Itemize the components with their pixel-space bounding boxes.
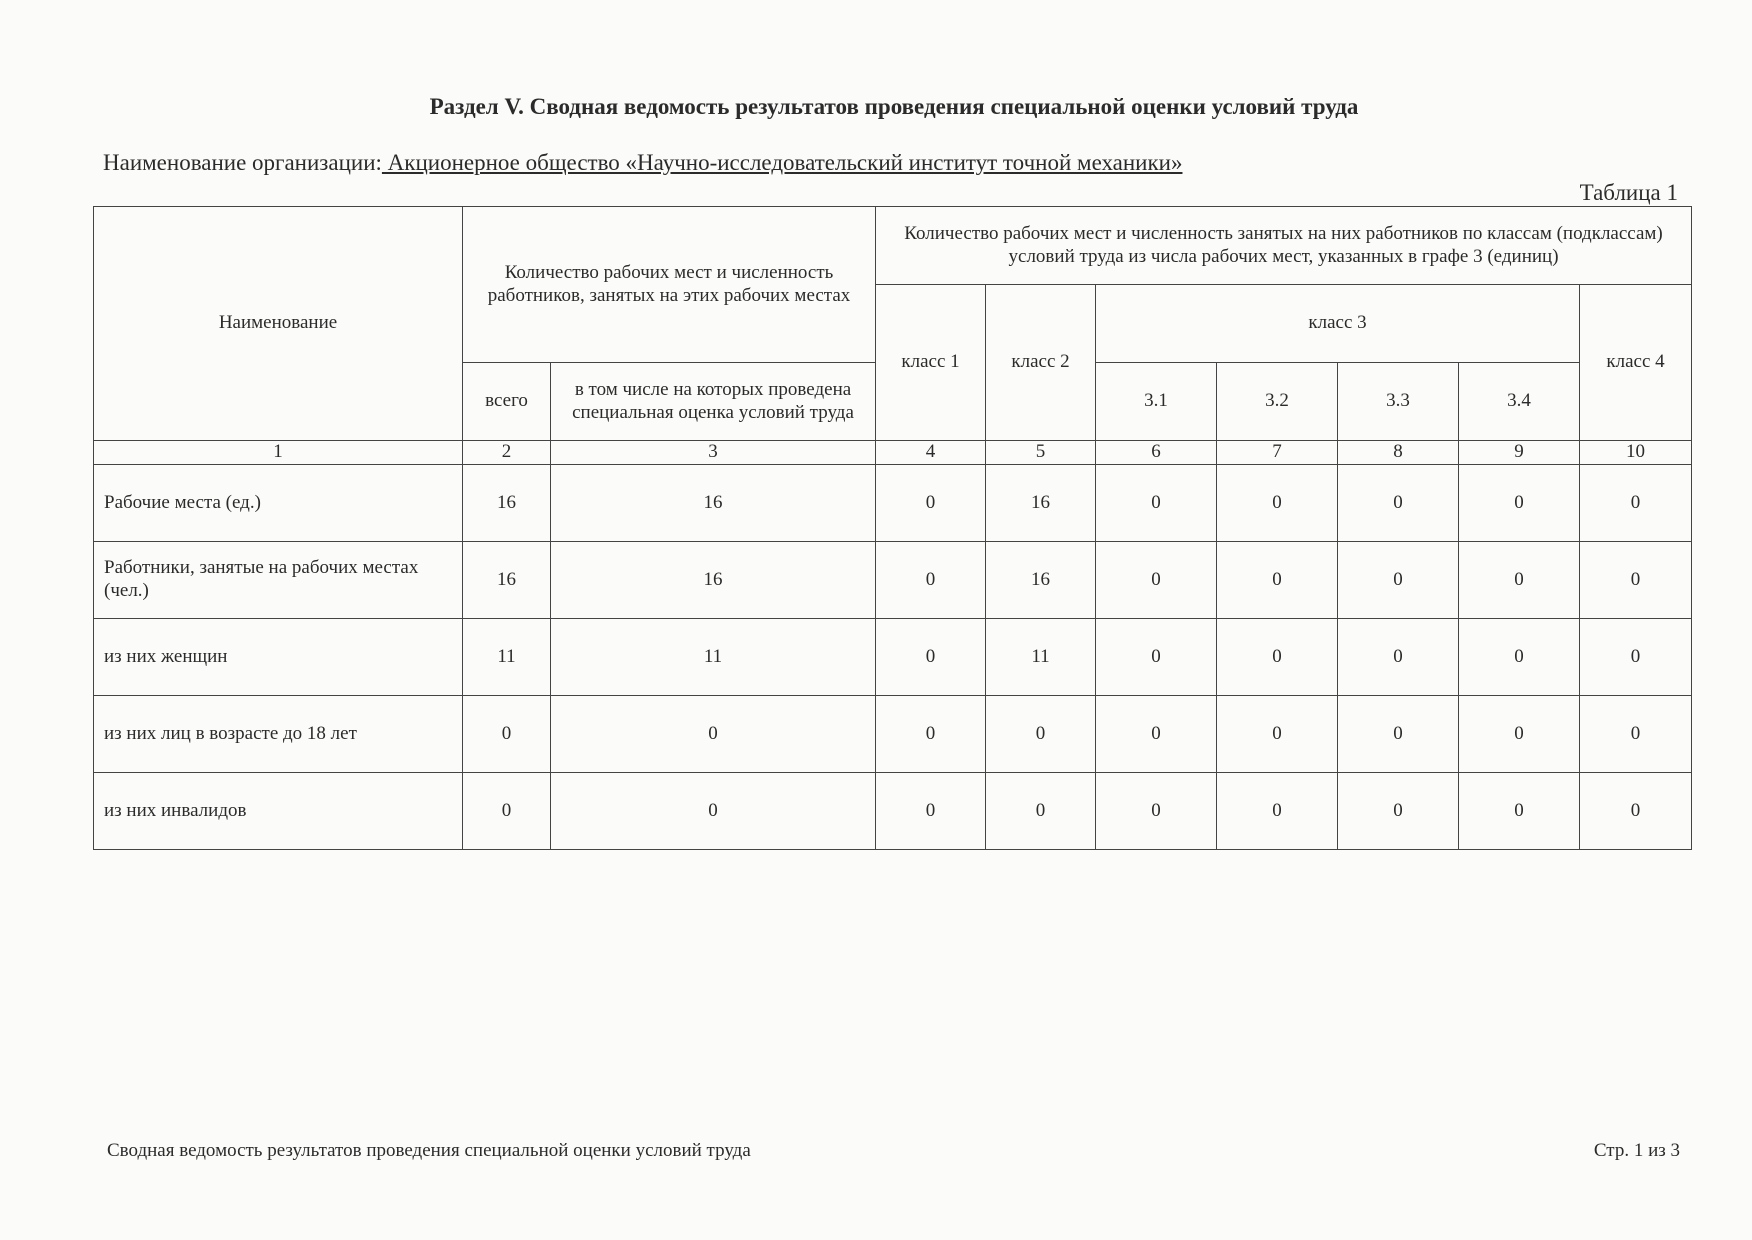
cell-class-4: 0 (1580, 773, 1692, 850)
cell-class-2: 11 (986, 619, 1096, 696)
cell-class-1: 0 (876, 773, 986, 850)
cell-total: 16 (463, 542, 551, 619)
column-number: 3 (551, 441, 876, 465)
cell-assessed: 0 (551, 696, 876, 773)
header-assessed: в том числе на которых проведена специальная оценка условий труда (551, 363, 876, 441)
table-caption: Таблица 1 (1579, 180, 1678, 205)
column-number: 9 (1459, 441, 1580, 465)
organization-label: Наименование организации: (103, 150, 382, 175)
cell-class-4: 0 (1580, 465, 1692, 542)
header-subclass-3-2: 3.2 (1217, 363, 1338, 441)
header-workplaces-group: Количество рабочих мест и численность работников, занятых на этих рабочих местах (463, 207, 876, 363)
cell-class-3-2: 0 (1217, 465, 1338, 542)
row-label: из них инвалидов (94, 773, 463, 850)
cell-class-2: 0 (986, 696, 1096, 773)
cell-total: 0 (463, 773, 551, 850)
cell-class-4: 0 (1580, 542, 1692, 619)
header-class-2: класс 2 (986, 285, 1096, 441)
cell-assessed: 0 (551, 773, 876, 850)
cell-class-3-4: 0 (1459, 465, 1580, 542)
cell-class-3-4: 0 (1459, 542, 1580, 619)
cell-class-3-1: 0 (1096, 696, 1217, 773)
header-class-3: класс 3 (1096, 285, 1580, 363)
row-label: Работники, занятые на рабочих местах (чел.) (94, 542, 463, 619)
column-number: 10 (1580, 441, 1692, 465)
cell-class-3-1: 0 (1096, 465, 1217, 542)
cell-class-3-3: 0 (1338, 773, 1459, 850)
cell-total: 11 (463, 619, 551, 696)
cell-class-4: 0 (1580, 619, 1692, 696)
header-class-4: класс 4 (1580, 285, 1692, 441)
cell-assessed: 16 (551, 465, 876, 542)
header-name: Наименование (94, 207, 463, 441)
cell-class-2: 0 (986, 773, 1096, 850)
summary-table (93, 206, 1692, 850)
table-row-workers (94, 542, 1692, 619)
table-row-workplaces (94, 465, 1692, 542)
cell-class-2: 16 (986, 465, 1096, 542)
cell-class-3-1: 0 (1096, 773, 1217, 850)
cell-class-1: 0 (876, 465, 986, 542)
cell-class-3-1: 0 (1096, 542, 1217, 619)
header-classes-group: Количество рабочих мест и численность занятых на них работников по классам (подклассам) условий труда из числа рабочих мест, указанных в графе 3 (единиц) (876, 207, 1692, 285)
header-row-1 (94, 207, 1692, 285)
cell-class-3-2: 0 (1217, 773, 1338, 850)
cell-class-3-4: 0 (1459, 696, 1580, 773)
page-footer-title: Сводная ведомость результатов проведения специальной оценки условий труда (107, 1140, 751, 1161)
row-label: из них женщин (94, 619, 463, 696)
cell-class-3-2: 0 (1217, 696, 1338, 773)
cell-class-3-2: 0 (1217, 542, 1338, 619)
page-number: Стр. 1 из 3 (1593, 1140, 1680, 1161)
header-subclass-3-1: 3.1 (1096, 363, 1217, 441)
column-number: 6 (1096, 441, 1217, 465)
cell-class-4: 0 (1580, 696, 1692, 773)
header-total: всего (463, 363, 551, 441)
row-label: Рабочие места (ед.) (94, 465, 463, 542)
column-number: 1 (94, 441, 463, 465)
cell-class-3-3: 0 (1338, 696, 1459, 773)
header-subclass-3-4: 3.4 (1459, 363, 1580, 441)
cell-class-3-4: 0 (1459, 773, 1580, 850)
column-number: 2 (463, 441, 551, 465)
cell-class-3-1: 0 (1096, 619, 1217, 696)
cell-class-3-2: 0 (1217, 619, 1338, 696)
header-subclass-3-3: 3.3 (1338, 363, 1459, 441)
column-number: 4 (876, 441, 986, 465)
cell-assessed: 16 (551, 542, 876, 619)
cell-class-1: 0 (876, 619, 986, 696)
table-row-disabled (94, 773, 1692, 850)
table-row-under-18 (94, 696, 1692, 773)
cell-assessed: 11 (551, 619, 876, 696)
column-number: 8 (1338, 441, 1459, 465)
column-number: 7 (1217, 441, 1338, 465)
cell-total: 16 (463, 465, 551, 542)
cell-class-1: 0 (876, 696, 986, 773)
cell-class-3-3: 0 (1338, 465, 1459, 542)
cell-class-3-3: 0 (1338, 619, 1459, 696)
organization-name: Акционерное общество «Научно-исследовательский институт точной механики» (381, 150, 1183, 175)
column-number-row (94, 441, 1692, 465)
page-title: Раздел V. Сводная ведомость результатов проведения специальной оценки условий труда (429, 94, 1359, 119)
row-label: из них лиц в возрасте до 18 лет (94, 696, 463, 773)
cell-class-3-3: 0 (1338, 542, 1459, 619)
table-row-women (94, 619, 1692, 696)
cell-total: 0 (463, 696, 551, 773)
header-class-1: класс 1 (876, 285, 986, 441)
cell-class-2: 16 (986, 542, 1096, 619)
cell-class-3-4: 0 (1459, 619, 1580, 696)
cell-class-1: 0 (876, 542, 986, 619)
column-number: 5 (986, 441, 1096, 465)
organization-line (103, 150, 1182, 176)
